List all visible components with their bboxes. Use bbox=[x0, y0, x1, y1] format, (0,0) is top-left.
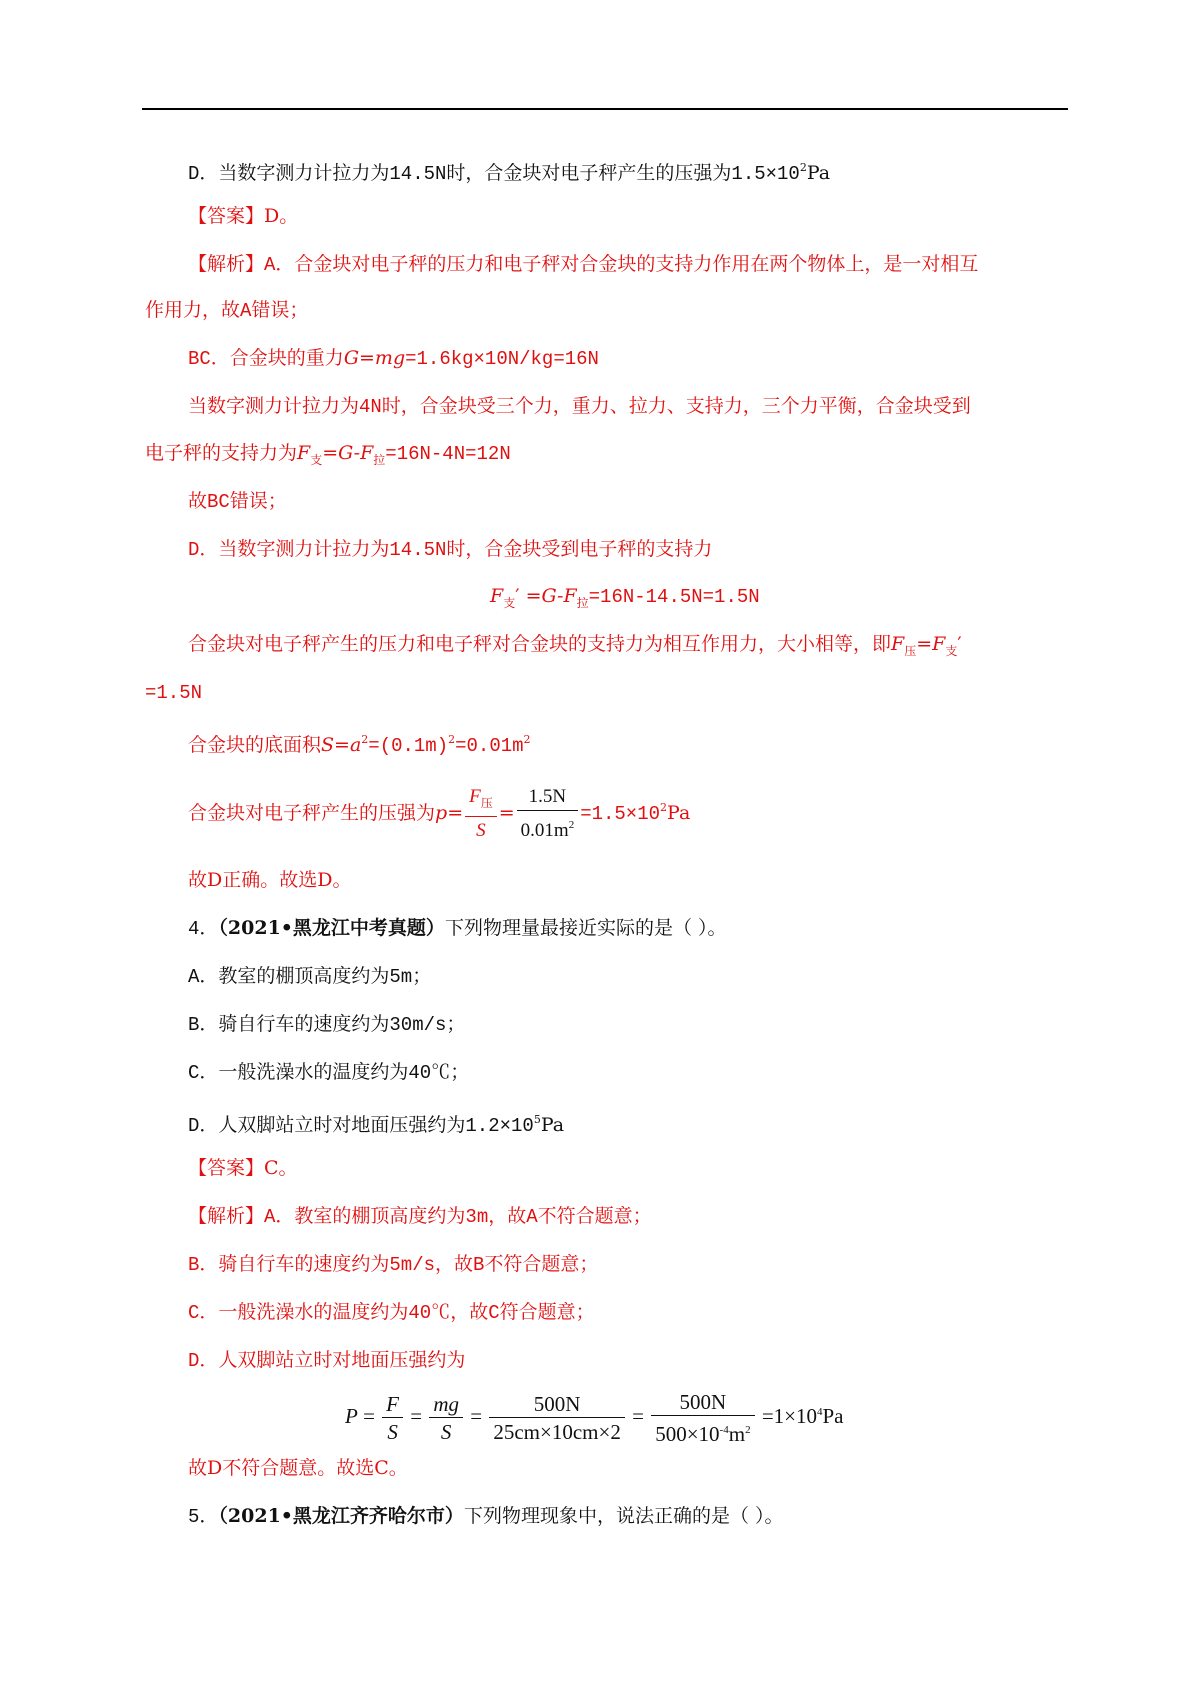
fraction-mg-s: $\frac{mg}{S}$ bbox=[429, 1391, 463, 1446]
prev-analysis-d: D．当数字测力计拉力为14.5N时，合金块受到电子秤的支持力 bbox=[188, 539, 713, 561]
prev-option-d: D．当数字测力计拉力为14.5N时，合金块对电子秤产生的压强为$1.5\times 10^2Pa$ bbox=[188, 161, 831, 185]
prev-mutual-force: 合金块对电子秤产生的压力和电子秤对合金块的支持力为相互作用力，大小相等，即$F_压=F_支'$ bbox=[188, 633, 962, 658]
prev-analysis-a: 【解析】A．合金块对电子秤的压力和电子秤对合金块的支持力作用在两个物体上，是一对相互 bbox=[188, 253, 979, 276]
q4-analysis-d: D．人双脚站立时对地面压强约为 bbox=[188, 1350, 466, 1372]
header-rule bbox=[142, 108, 1068, 110]
q4-option-d: D．人双脚站立时对地面压强约为$1.2\times 10^5Pa$ bbox=[188, 1113, 565, 1137]
q4-conclusion: 故D不符合题意。故选C。 bbox=[188, 1457, 408, 1479]
fraction-500n-area-cm: $\frac{500N}{25cm\times 10cm\times 2}$ bbox=[489, 1391, 625, 1446]
prev-conclusion: 故D正确。故选D。 bbox=[188, 869, 352, 891]
prev-mutual-force-cont: =1.5N bbox=[145, 682, 203, 704]
prev-area: 合金块的底面积$S=a^2=(0.1m)^2=0.01m^2$ bbox=[188, 733, 531, 757]
q4-analysis-a: 【解析】A．教室的棚顶高度约为3m，故A不符合题意； bbox=[188, 1205, 652, 1228]
prev-bc-wrong: 故BC错误； bbox=[188, 491, 287, 513]
q4-option-b: B．骑自行车的速度约为30m/s； bbox=[188, 1014, 466, 1036]
prev-analysis-4n-line2: 电子秤的支持力为$F_支=G-F_拉=16N-4N=12N$ bbox=[145, 442, 511, 467]
q4-analysis-b: B．骑自行车的速度约为5m/s，故B不符合题意； bbox=[188, 1254, 599, 1276]
fraction-f-s: $\frac{F}{S}$ bbox=[382, 1391, 403, 1446]
prev-analysis-4n-line1: 当数字测力计拉力为4N时，合金块受三个力，重力、拉力、支持力，三个力平衡，合金块受到 bbox=[188, 396, 971, 418]
q4-option-a: A．教室的棚顶高度约为5m； bbox=[188, 966, 432, 988]
q4-analysis-c: C．一般洗澡水的温度约为40℃，故C符合题意； bbox=[188, 1302, 595, 1324]
prev-pressure: 合金块对电子秤产生的压强为p= $\frac{F_压}{S}$ = $\frac{1.5N}{0.01m^2}$ $=1.5\times 10^2Pa$ bbox=[188, 778, 690, 845]
prev-analysis-a-cont: 作用力，故A错误； bbox=[145, 300, 309, 322]
prev-analysis-bc: BC．合金块的重力G=mg=1.6kg×10N/kg=16N bbox=[188, 347, 599, 370]
q5-stem: 5．（2021•黑龙江齐齐哈尔市）下列物理现象中，说法正确的是（ ）。 bbox=[188, 1505, 784, 1528]
prev-d-equation: $F_支' =G-F_拉=16N-14.5N=1.5N$ bbox=[490, 585, 760, 610]
q4-option-c: C．一般洗澡水的温度约为40℃； bbox=[188, 1062, 470, 1084]
prev-answer: 【答案】D。 bbox=[188, 205, 299, 227]
fraction-500n-area-m: $\frac{500N}{500\times 10^{-4}m^2}$ bbox=[651, 1389, 754, 1448]
q4-answer: 【答案】C。 bbox=[188, 1157, 298, 1179]
q4-stem: 4．（2021•黑龙江中考真题）下列物理量最接近实际的是（ ）。 bbox=[188, 917, 727, 940]
fraction-numeric: $\frac{1.5N}{0.01m^2}$ bbox=[517, 784, 579, 845]
q4-pressure-equation: P = $\frac{F}{S}$ = $\frac{mg}{S}$ = $\frac{500N}{25cm\times 10cm\times 2}$ = $\frac{500N}{500\times 10^{-4}m^2}$ $=1\times 10^4Pa$ bbox=[345, 1389, 844, 1446]
fraction-f-over-s: $\frac{F_压}{S}$ bbox=[465, 784, 497, 845]
